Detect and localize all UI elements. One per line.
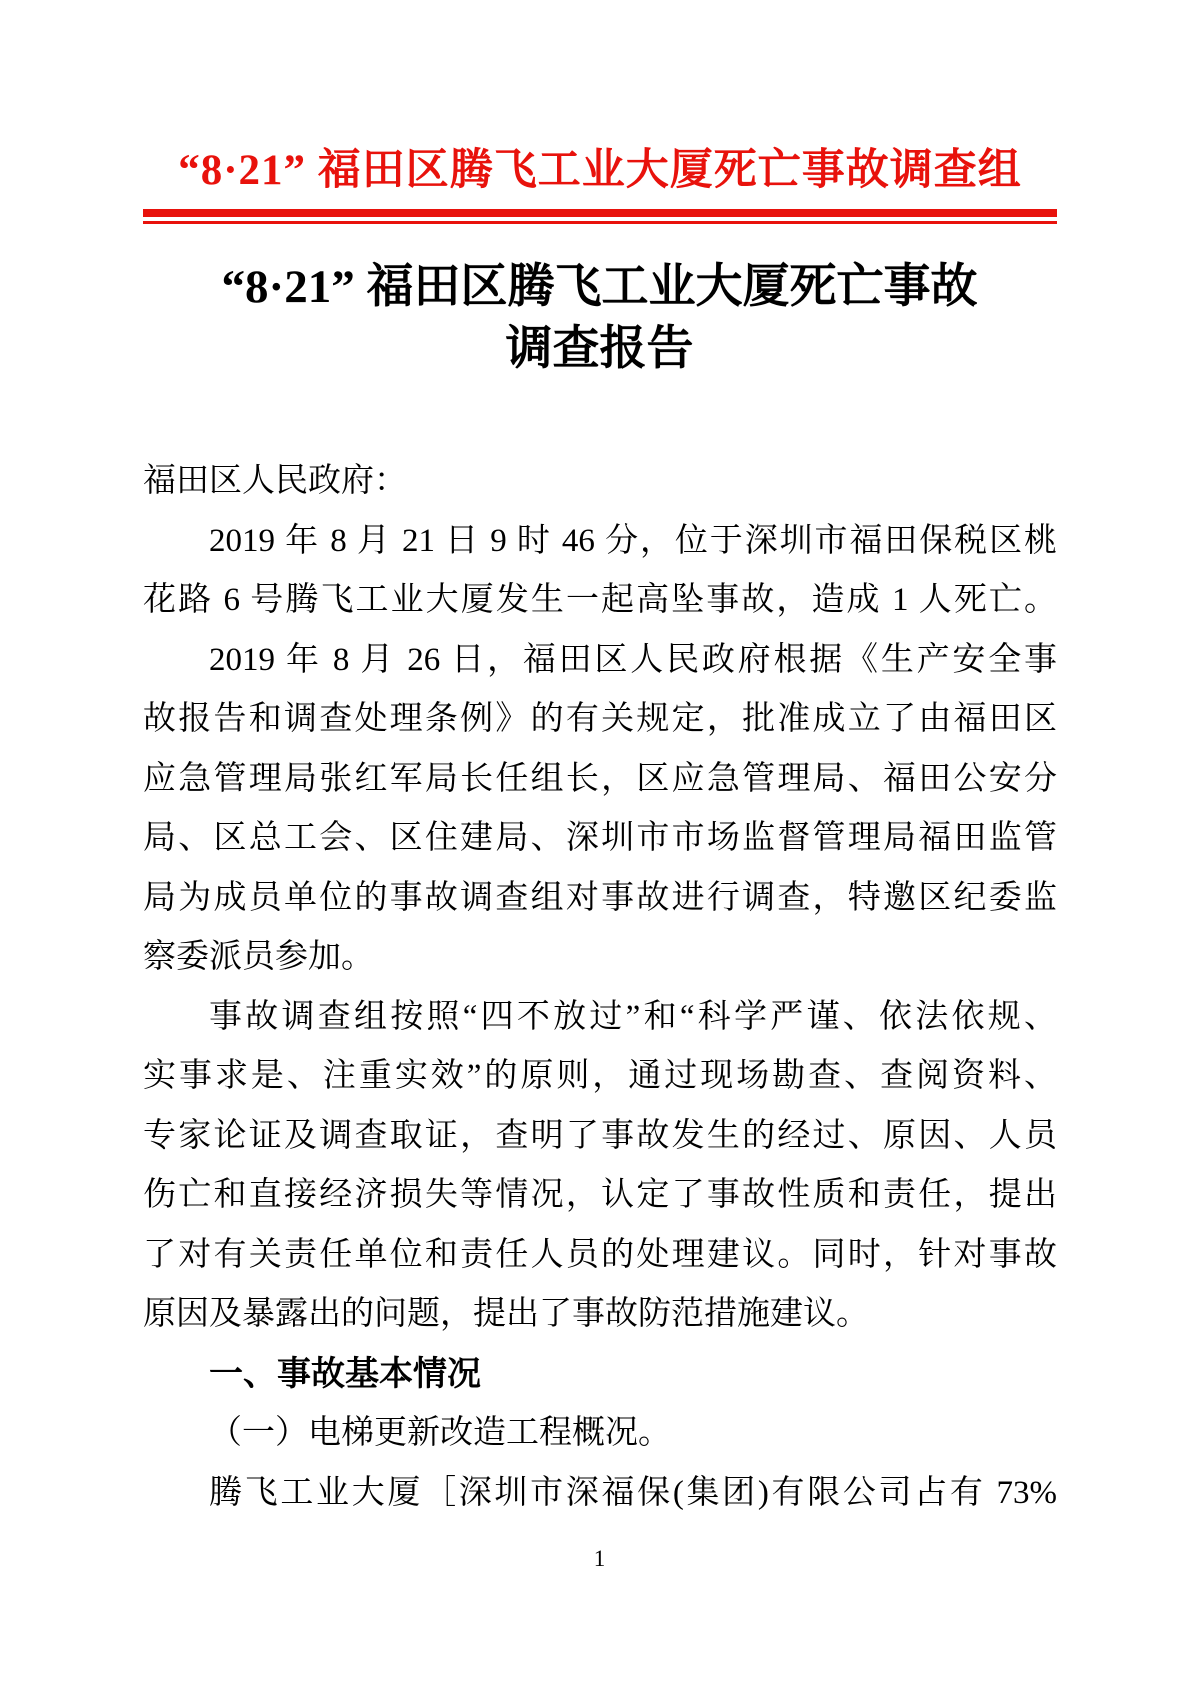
section-heading (143, 1345, 1057, 1405)
body-line: 专家论证及调查取证，查明了事故发生的经过、原因、人员 (143, 1117, 1057, 1154)
body-line: 腾飞工业大厦［深圳市深福保(集团)有限公司占有 73% (209, 1474, 1057, 1511)
letterhead-rule-thick (143, 209, 1057, 217)
body-line: 2019 年 8 月 26 日，福田区人民政府根据《生产安全事 (209, 641, 1057, 678)
body-line: 2019 年 8 月 21 日 9 时 46 分，位于深圳市福田保税区桃 (209, 522, 1057, 559)
body-line: 伤亡和直接经济损失等情况，认定了事故性质和责任，提出 (143, 1177, 1057, 1213)
body-line: 应急管理局张红军局长任组长，区应急管理局、福田公安分 (143, 760, 1057, 797)
body-line: 局为成员单位的事故调查组对事故进行调查，特邀区纪委监 (143, 879, 1057, 916)
body-line: 故报告和调查处理条例》的有关规定，批准成立了由福田区 (143, 701, 1057, 737)
letterhead-rule-thin (143, 221, 1057, 224)
body-line: 了对有关责任单位和责任人员的处理建议。同时，针对事故 (143, 1236, 1057, 1273)
body-line: 局、区总工会、区住建局、深圳市市场监督管理局福田监管 (143, 820, 1057, 856)
report-title (0, 256, 1199, 380)
page-number: 1 (593, 1546, 606, 1571)
body-line: 察委派员参加。 (143, 939, 374, 975)
body-line: 花路 6 号腾飞工业大厦发生一起高坠事故，造成 1 人死亡。 (143, 582, 1057, 618)
section-heading-number: 一、事故 (209, 1354, 345, 1393)
body-line: 实事求是、注重实效”的原则，通过现场勘查、查阅资料、 (143, 1058, 1057, 1094)
salutation-line: 福田区人民政府： (143, 463, 407, 499)
body-line: 原因及暴露出的问题，提出了事故防范措施建议。 (143, 1296, 869, 1332)
body-line: 事故调查组按照“四不放过”和“科学严谨、依法依规、 (209, 998, 1057, 1035)
subsection-line: （一）电梯更新改造工程概况。 (209, 1415, 671, 1451)
report-title-line-2: 调查报告 (505, 323, 694, 375)
report-title-line-1: “8·21” 福田区腾飞工业大厦死亡事故 (221, 261, 978, 313)
report-body (143, 452, 1057, 1523)
letterhead-org-title: “8·21” 福田区腾飞工业大厦死亡事故调查组 (178, 147, 1022, 194)
section-heading-text: 基本情况 (345, 1354, 481, 1393)
